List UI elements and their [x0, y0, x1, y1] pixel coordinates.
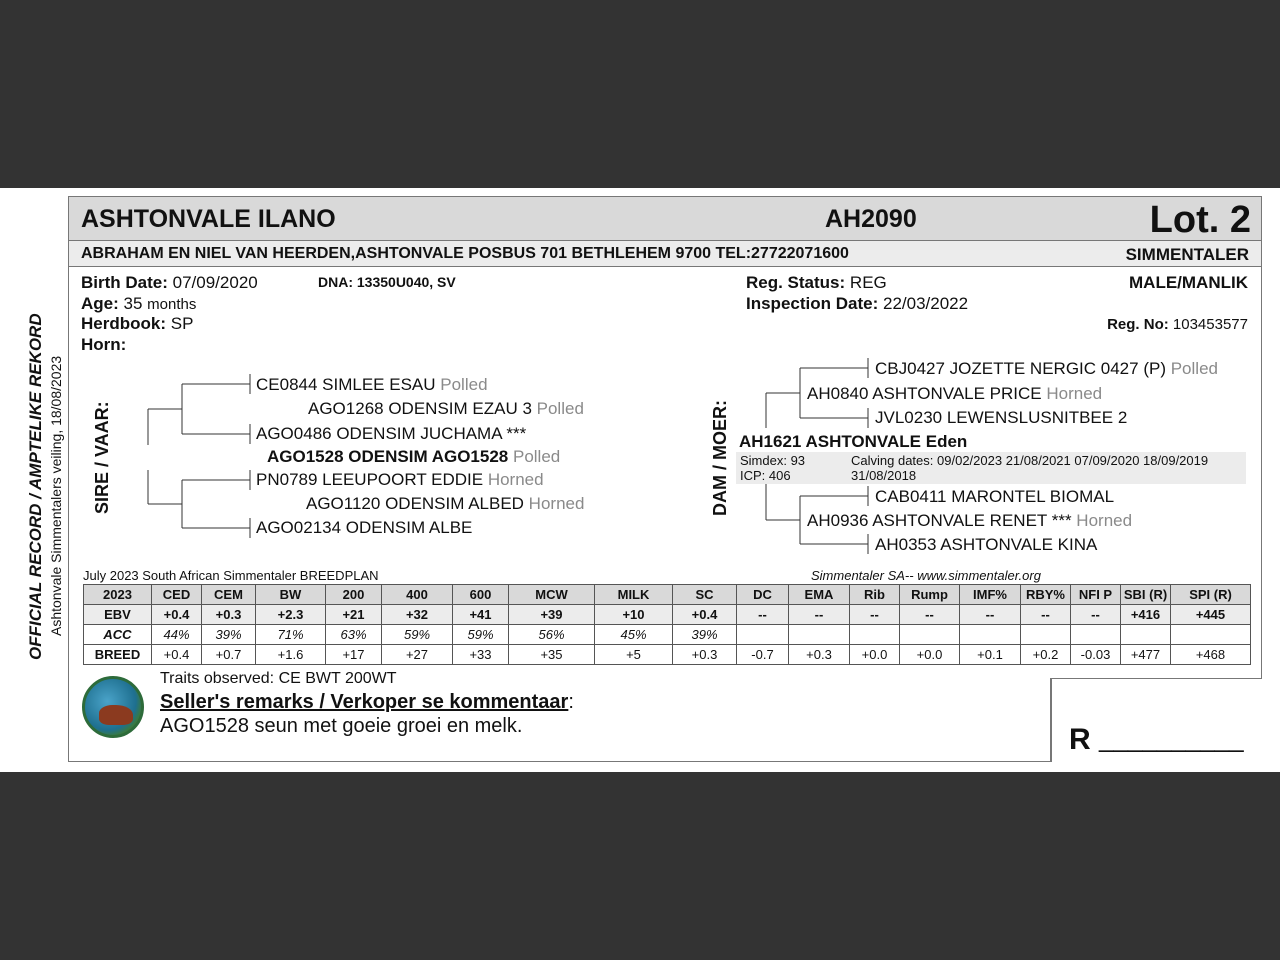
acc-cell: ACC	[84, 625, 152, 645]
ebv-cell: +2.3	[256, 605, 326, 625]
acc-cell: 59%	[382, 625, 453, 645]
acc-cell	[737, 625, 789, 645]
ebv-cell: +0.4	[152, 605, 202, 625]
ebv-cell: --	[1071, 605, 1121, 625]
ebv-cell: --	[1021, 605, 1071, 625]
acc-cell: 63%	[326, 625, 382, 645]
headers-cell: Rib	[850, 585, 900, 605]
headers-cell: SPI (R)	[1171, 585, 1251, 605]
acc-cell: 39%	[202, 625, 256, 645]
sire-dam	[306, 494, 584, 514]
remarks-text: AGO1528 seun met goeie groei en melk.	[160, 715, 523, 737]
birth-date-label: Birth Date:	[81, 273, 168, 292]
headers-cell: 600	[453, 585, 509, 605]
dd-horn: Horned	[1076, 511, 1133, 530]
dss-name: CBJ0427 JOZETTE NERGIC 0427 (P)	[875, 359, 1166, 378]
remarks-title-text: Seller's remarks / Verkoper se kommentaar	[160, 691, 569, 713]
ebv-cell: --	[900, 605, 960, 625]
sire-label: SIRE / VAAR:	[92, 401, 112, 514]
ds-horn: Horned	[1046, 384, 1103, 403]
dss-horn: Polled	[1170, 359, 1218, 378]
ebv-cell: --	[789, 605, 850, 625]
ebv-cell: +39	[509, 605, 595, 625]
headers-cell: EMA	[789, 585, 850, 605]
calving-label: Calving dates:	[851, 453, 934, 468]
calving-dates-line1: 09/02/2023 21/08/2021 07/09/2020 18/09/2019	[937, 453, 1209, 468]
dam-icp: ICP: 406	[740, 468, 791, 483]
ebv-cell: --	[737, 605, 789, 625]
breed-cell: +468	[1171, 645, 1251, 665]
table-row-acc	[84, 625, 1251, 645]
sd-name: AGO1120 ODENSIM ALBED	[306, 494, 524, 513]
breed-cell: +0.3	[673, 645, 737, 665]
ebv-cell: +10	[595, 605, 673, 625]
ebv-cell: +21	[326, 605, 382, 625]
headers-cell: MCW	[509, 585, 595, 605]
remarks-title	[160, 691, 574, 714]
breed-cell: +0.2	[1021, 645, 1071, 665]
ds-name: AH0840 ASHTONVALE PRICE	[807, 384, 1042, 403]
acc-cell	[1121, 625, 1171, 645]
acc-cell	[1021, 625, 1071, 645]
animal-name: ASHTONVALE ILANO	[81, 205, 336, 233]
age-label: Age:	[81, 294, 119, 313]
acc-cell	[1171, 625, 1251, 645]
sd-horn: Horned	[528, 494, 585, 513]
headers-cell: BW	[256, 585, 326, 605]
acc-cell: 71%	[256, 625, 326, 645]
lot-number: Lot. 2	[1149, 199, 1251, 241]
headers-cell: 200	[326, 585, 382, 605]
table-row-ebv	[84, 605, 1251, 625]
dd-name: AH0936 ASHTONVALE RENET ***	[807, 511, 1072, 530]
dam-sire-dam: JVL0230 LEWENSLUSNITBEE 2	[875, 408, 1128, 427]
breed-cell: -0.03	[1071, 645, 1121, 665]
reg-no-label: Reg. No:	[1107, 316, 1169, 333]
headers-cell: CEM	[202, 585, 256, 605]
sds-horn: Horned	[487, 470, 544, 489]
horn-label: Horn:	[81, 335, 127, 354]
breed-cell: +33	[453, 645, 509, 665]
sire-dam-sire	[256, 470, 544, 490]
breed-cell: -0.7	[737, 645, 789, 665]
dam-name: AH1621 ASHTONVALE Eden	[739, 432, 968, 451]
table-row-breed	[84, 645, 1251, 665]
sds-name: PN0789 LEEUPOORT EDDIE	[256, 470, 484, 489]
dam-calving-dates	[851, 453, 1208, 468]
breed-cell: +0.0	[900, 645, 960, 665]
inspection-date-label: Inspection Date:	[746, 294, 879, 313]
age-value: 35	[123, 294, 143, 313]
breedplan-table	[83, 584, 1251, 665]
acc-cell: 44%	[152, 625, 202, 645]
headers-cell: IMF%	[960, 585, 1021, 605]
dam-sire-sire	[875, 359, 1218, 379]
sss-horn: Polled	[440, 375, 488, 394]
acc-cell: 39%	[673, 625, 737, 645]
headers-cell: Rump	[900, 585, 960, 605]
sire-sire-sire	[256, 375, 488, 395]
breed-cell: +5	[595, 645, 673, 665]
acc-cell: 59%	[453, 625, 509, 645]
ebv-cell: +0.3	[202, 605, 256, 625]
headers-cell: SC	[673, 585, 737, 605]
acc-cell	[789, 625, 850, 645]
dam-dam-sire: CAB0411 MARONTEL BIOMAL	[875, 487, 1115, 506]
lot-card	[0, 188, 1280, 772]
breedplan-website: Simmentaler SA-- www.simmentaler.org	[811, 568, 1041, 583]
headers-cell: 400	[382, 585, 453, 605]
ebv-cell: --	[960, 605, 1021, 625]
breed-cell: +0.3	[789, 645, 850, 665]
dam-label: DAM / MOER:	[710, 400, 730, 516]
breed-name: SIMMENTALER	[1125, 245, 1249, 264]
dam-sire	[807, 384, 1102, 404]
breed-cell: +0.1	[960, 645, 1021, 665]
acc-cell	[900, 625, 960, 645]
ebv-cell: +416	[1121, 605, 1171, 625]
price-label: R	[1069, 723, 1091, 756]
traits-observed: Traits observed: CE BWT 200WT	[160, 670, 397, 687]
dam-dam-dam: AH0353 ASHTONVALE KINA	[875, 535, 1098, 554]
birth-date-value: 07/09/2020	[172, 273, 258, 292]
headers-cell: 2023	[84, 585, 152, 605]
breed-cell: +17	[326, 645, 382, 665]
sex: MALE/MANLIK	[1129, 273, 1248, 292]
reg-status-value: REG	[849, 273, 887, 292]
ebv-cell: EBV	[84, 605, 152, 625]
headers-cell: SBI (R)	[1121, 585, 1171, 605]
reg-no-value: 103453577	[1172, 316, 1248, 333]
dam-simdex: Simdex: 93	[740, 453, 806, 468]
herdbook-value: SP	[170, 314, 194, 333]
breed-cell: +0.0	[850, 645, 900, 665]
headers-cell: RBY%	[1021, 585, 1071, 605]
inspection-date-value: 22/03/2022	[882, 294, 969, 313]
owner-info: ABRAHAM EN NIEL VAN HEERDEN,ASHTONVALE POSBUS 701 BETHLEHEM 9700 TEL:27722071600	[81, 245, 849, 262]
official-record-label: OFFICIAL RECORD / AMPTELIKE REKORD	[26, 313, 45, 660]
sire-sire-dam: AGO0486 ODENSIM JUCHAMA ***	[256, 424, 527, 443]
remarks-colon: :	[568, 691, 574, 713]
ebv-cell: --	[850, 605, 900, 625]
breed-cell: +0.4	[152, 645, 202, 665]
breedplan-caption: July 2023 South African Simmentaler BREEDPLAN	[83, 568, 379, 583]
sire-dam-dam: AGO02134 ODENSIM ALBE	[256, 518, 473, 537]
dam-dam	[807, 511, 1132, 531]
sire-name: AGO1528 ODENSIM AGO1528	[267, 447, 509, 466]
ebv-cell: +0.4	[673, 605, 737, 625]
sss-name: CE0844 SIMLEE ESAU	[256, 375, 436, 394]
breed-cell: +1.6	[256, 645, 326, 665]
headers-cell: DC	[737, 585, 789, 605]
acc-cell	[850, 625, 900, 645]
ebv-cell: +445	[1171, 605, 1251, 625]
ss-name: AGO1268 ODENSIM EZAU 3	[308, 399, 532, 418]
sire-sire	[308, 399, 584, 419]
headers-cell: CED	[152, 585, 202, 605]
breed-cell: +0.7	[202, 645, 256, 665]
ebv-cell: +32	[382, 605, 453, 625]
auction-label: Ashtonvale Simmentalers veiling, 18/08/2023	[48, 355, 64, 636]
acc-cell	[960, 625, 1021, 645]
acc-cell: 45%	[595, 625, 673, 645]
reg-status-label: Reg. Status:	[746, 273, 846, 292]
breed-cell: +35	[509, 645, 595, 665]
acc-cell: 56%	[509, 625, 595, 645]
age-unit: months	[147, 296, 197, 313]
animal-code: AH2090	[825, 205, 917, 233]
breed-cell: BREED	[84, 645, 152, 665]
price-blank: __________	[1099, 723, 1244, 753]
breed-cell: +477	[1121, 645, 1171, 665]
sire	[267, 447, 560, 467]
headers-cell: MILK	[595, 585, 673, 605]
headers-cell: NFI P	[1071, 585, 1121, 605]
breed-cell: +27	[382, 645, 453, 665]
dna-info: DNA: 13350U040, SV	[318, 274, 456, 290]
ebv-cell: +41	[453, 605, 509, 625]
table-header-row	[84, 585, 1251, 605]
calving-dates-line2: 31/08/2018	[851, 468, 917, 483]
simmentaler-logo-icon	[82, 676, 144, 738]
ss-horn: Polled	[536, 399, 584, 418]
acc-cell	[1071, 625, 1121, 645]
sire-horn: Polled	[512, 447, 561, 466]
herdbook-label: Herdbook:	[81, 314, 166, 333]
